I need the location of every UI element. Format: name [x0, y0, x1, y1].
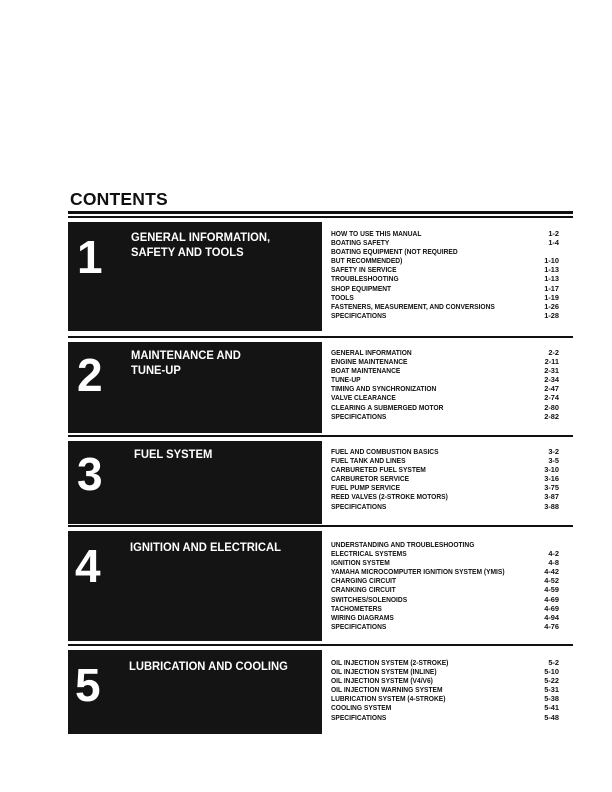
toc-entry[interactable] — [331, 375, 559, 384]
toc-entry-label: TOOLS — [331, 292, 354, 302]
toc-entry-page: 4-69 — [544, 594, 559, 604]
toc-entry[interactable] — [331, 474, 559, 483]
toc-entry-label: CRANKING CIRCUIT — [331, 585, 396, 595]
toc-entry-page: 5-22 — [544, 676, 559, 686]
section-number: 2 — [77, 349, 103, 401]
toc-entry-label: SPECIFICATIONS — [331, 501, 387, 511]
toc-entry[interactable] — [331, 403, 559, 412]
section-title-line: FUEL SYSTEM — [134, 447, 213, 461]
toc-entry-label: CHARGING CIRCUIT — [331, 576, 397, 586]
toc-entry-page: 3-16 — [544, 474, 559, 484]
section-title-line: GENERAL INFORMATION, — [131, 230, 271, 244]
toc-entry[interactable] — [331, 412, 559, 421]
toc-entry[interactable] — [331, 585, 559, 594]
section-header-block — [68, 441, 322, 524]
toc-entry[interactable] — [331, 613, 559, 622]
toc-entry[interactable] — [331, 595, 559, 604]
toc-entry-page: 2-2 — [548, 348, 559, 357]
toc-entry-label: CLEARING A SUBMERGED MOTOR — [331, 402, 444, 412]
section-title-line: LUBRICATION AND COOLING — [129, 659, 288, 673]
toc-entry-label: SWITCHES/SOLENOIDS — [331, 594, 408, 604]
toc-entry-page: 5-2 — [548, 658, 559, 667]
toc-entry[interactable] — [331, 357, 559, 366]
section-title-line: IGNITION AND ELECTRICAL — [130, 540, 281, 554]
toc-entry[interactable] — [331, 238, 559, 247]
toc-entry-page: 4-94 — [544, 612, 559, 622]
section-number: 4 — [75, 540, 101, 592]
toc-entry-page: 4-2 — [548, 549, 559, 559]
section-divider — [68, 435, 573, 437]
toc-entry-page: 2-34 — [544, 375, 559, 385]
toc-entry-page: 4-8 — [548, 558, 559, 568]
toc-list — [331, 658, 559, 722]
toc-entry-page: 3-5 — [548, 456, 559, 466]
section-title-line: SAFETY AND TOOLS — [131, 245, 244, 259]
toc-entry[interactable] — [331, 713, 559, 722]
toc-entry-label: TIMING AND SYNCHRONIZATION — [331, 384, 437, 394]
toc-entry-label: SPECIFICATIONS — [331, 621, 387, 631]
toc-entry-label: OIL INJECTION SYSTEM (INLINE) — [331, 667, 437, 677]
toc-entry-page: 2-80 — [544, 402, 559, 412]
toc-entry-label: BOAT MAINTENANCE — [331, 366, 401, 376]
section-number: 1 — [77, 231, 103, 283]
toc-entry[interactable] — [331, 502, 559, 511]
toc-entry[interactable] — [331, 293, 559, 302]
toc-entry-page: 5-10 — [544, 667, 559, 677]
toc-entry-page: 3-75 — [544, 483, 559, 493]
toc-entry-label: BOATING SAFETY — [331, 238, 390, 248]
toc-entry[interactable] — [331, 604, 559, 613]
toc-entry-label: BOATING EQUIPMENT (NOT REQUIRED — [331, 247, 458, 257]
toc-entry-label: ELECTRICAL SYSTEMS — [331, 549, 407, 559]
toc-entry[interactable] — [331, 492, 559, 501]
page-title: CONTENTS — [70, 189, 168, 209]
toc-entry-label: SPECIFICATIONS — [331, 712, 387, 722]
toc-entry-label: FUEL PUMP SERVICE — [331, 483, 401, 493]
toc-entry-label: LUBRICATION SYSTEM (4-STROKE) — [331, 694, 446, 704]
toc-entry-label: REED VALVES (2-STROKE MOTORS) — [331, 492, 448, 502]
toc-entry-page: 4-52 — [544, 576, 559, 586]
toc-list — [331, 348, 559, 421]
toc-entry-page: 4-69 — [544, 603, 559, 613]
toc-entry-page: 5-48 — [544, 712, 559, 722]
toc-entry-page: 1-13 — [544, 265, 559, 275]
toc-entry-label: WIRING DIAGRAMS — [331, 612, 394, 622]
toc-entry-page: 4-76 — [544, 621, 559, 631]
section-divider — [68, 216, 573, 218]
toc-entry-label: SPECIFICATIONS — [331, 411, 387, 421]
toc-entry[interactable] — [331, 229, 559, 238]
toc-entry-label: OIL INJECTION SYSTEM (2-STROKE) — [331, 658, 449, 667]
toc-entry-page: 2-31 — [544, 366, 559, 376]
toc-entry[interactable] — [331, 247, 559, 256]
toc-entry-label: FASTENERS, MEASUREMENT, AND CONVERSIONS — [331, 301, 495, 311]
toc-entry-label: OIL INJECTION SYSTEM (V4/V6) — [331, 676, 433, 686]
toc-entry-page: 3-10 — [544, 465, 559, 475]
toc-entry-page: 1-19 — [544, 292, 559, 302]
toc-entry-page: 4-42 — [544, 567, 559, 577]
toc-list — [331, 447, 559, 511]
toc-entry-page: 2-47 — [544, 384, 559, 394]
toc-entry-label: FUEL TANK AND LINES — [331, 456, 406, 466]
toc-entry[interactable] — [331, 567, 559, 576]
toc-entry-label: SPECIFICATIONS — [331, 310, 387, 320]
toc-entry-label: COOLING SYSTEM — [331, 703, 392, 713]
toc-entry-label: TACHOMETERS — [331, 603, 382, 613]
toc-entry-label: CARBURETOR SERVICE — [331, 474, 410, 484]
section-header-block — [68, 531, 322, 641]
toc-entry-label: TROUBLESHOOTING — [331, 274, 399, 284]
toc-entry-page: 5-31 — [544, 685, 559, 695]
toc-entry-page: 2-11 — [544, 357, 559, 367]
section-number: 5 — [75, 659, 101, 711]
toc-entry[interactable] — [331, 676, 559, 685]
toc-entry-page: 1-28 — [544, 310, 559, 320]
toc-entry[interactable] — [331, 456, 559, 465]
section-number: 3 — [77, 448, 103, 500]
toc-entry[interactable] — [331, 549, 559, 558]
toc-entry[interactable] — [331, 393, 559, 402]
toc-entry[interactable] — [331, 348, 559, 357]
toc-entry[interactable] — [331, 274, 559, 283]
toc-entry-label: BUT RECOMMENDED) — [331, 256, 403, 266]
toc-entry-page: 1-2 — [548, 229, 559, 238]
toc-entry[interactable] — [331, 384, 559, 393]
toc-entry[interactable] — [331, 703, 559, 712]
toc-entry[interactable] — [331, 658, 559, 667]
toc-entry[interactable] — [331, 465, 559, 474]
toc-entry-page: 5-41 — [544, 703, 559, 713]
toc-entry-page: 1-17 — [544, 283, 559, 293]
section-header-block — [68, 222, 322, 331]
toc-entry-page: 3-88 — [544, 501, 559, 511]
toc-entry-label: YAMAHA MICROCOMPUTER IGNITION SYSTEM (YMIS) — [331, 567, 505, 577]
section-divider — [68, 525, 573, 527]
toc-entry[interactable] — [331, 540, 559, 549]
section-title-line: TUNE-UP — [131, 363, 181, 377]
section-header-block — [68, 342, 322, 433]
toc-entry[interactable] — [331, 265, 559, 274]
toc-entry-label: GENERAL INFORMATION — [331, 348, 412, 357]
toc-entry-page: 3-2 — [548, 447, 559, 456]
toc-entry-label: OIL INJECTION WARNING SYSTEM — [331, 685, 443, 695]
toc-entry-label: ENGINE MAINTENANCE — [331, 357, 408, 367]
toc-entry-page: 2-74 — [544, 393, 559, 403]
toc-entry-label: HOW TO USE THIS MANUAL — [331, 229, 422, 238]
toc-entry[interactable] — [331, 302, 559, 311]
toc-list — [331, 229, 559, 320]
toc-entry-page: 1-4 — [548, 238, 559, 248]
toc-entry[interactable] — [331, 622, 559, 631]
toc-entry-page: 5-38 — [544, 694, 559, 704]
toc-entry-label: VALVE CLEARANCE — [331, 393, 396, 403]
toc-entry[interactable] — [331, 576, 559, 585]
toc-entry-page: 4-59 — [544, 585, 559, 595]
toc-entry[interactable] — [331, 558, 559, 567]
toc-entry-label: IGNITION SYSTEM — [331, 558, 390, 568]
toc-entry[interactable] — [331, 366, 559, 375]
toc-list — [331, 540, 559, 631]
section-divider — [68, 336, 573, 338]
section-divider — [68, 644, 573, 646]
toc-entry[interactable] — [331, 256, 559, 265]
section-header-block — [68, 650, 322, 734]
toc-entry-label: SHOP EQUIPMENT — [331, 283, 392, 293]
toc-entry-page: 1-10 — [544, 256, 559, 266]
toc-entry-label: CARBURETED FUEL SYSTEM — [331, 465, 426, 475]
toc-entry-page: 2-82 — [544, 411, 559, 421]
toc-entry[interactable] — [331, 284, 559, 293]
toc-entry-label: SAFETY IN SERVICE — [331, 265, 397, 275]
toc-entry[interactable] — [331, 667, 559, 676]
section-title-line: MAINTENANCE AND — [131, 348, 241, 362]
toc-entry-label: UNDERSTANDING AND TROUBLESHOOTING — [331, 540, 475, 549]
toc-entry[interactable] — [331, 311, 559, 320]
title-divider — [68, 211, 573, 214]
toc-entry-page: 1-26 — [544, 301, 559, 311]
toc-entry-label: FUEL AND COMBUSTION BASICS — [331, 447, 439, 456]
toc-entry[interactable] — [331, 694, 559, 703]
toc-entry-label: TUNE-UP — [331, 375, 361, 385]
toc-entry[interactable] — [331, 483, 559, 492]
toc-entry[interactable] — [331, 685, 559, 694]
toc-entry-page: 1-13 — [544, 274, 559, 284]
toc-entry-page: 3-87 — [544, 492, 559, 502]
toc-entry[interactable] — [331, 447, 559, 456]
